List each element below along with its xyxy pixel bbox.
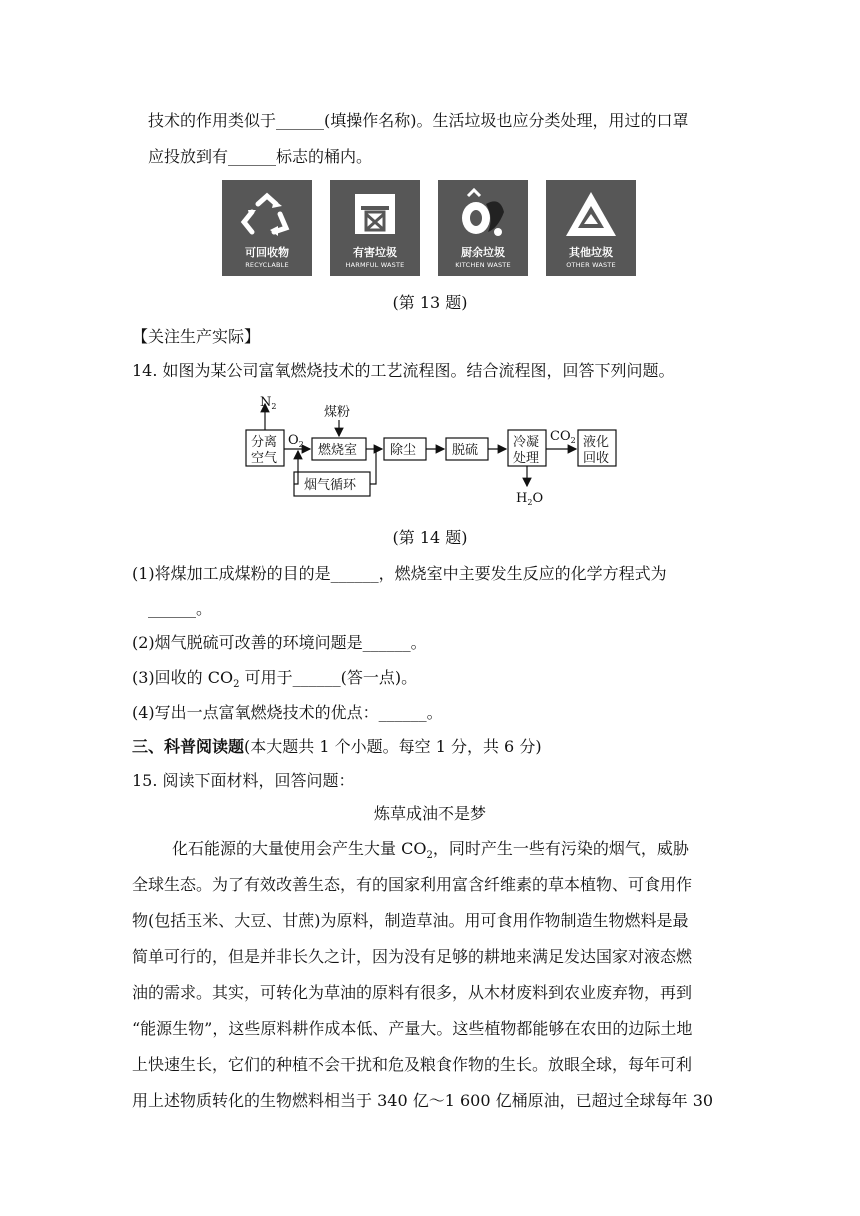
text-line: 技术的作用类似于______(填操作名称)。生活垃圾也应分类处理，用过的口罩	[148, 111, 689, 130]
label-h2o: $H_2O$	[516, 491, 544, 507]
bin-label-cn: 厨余垃圾	[461, 246, 505, 259]
section-3-heading: 三、科普阅读题(本大题共 1 个小题。每空 1 分，共 6 分)	[132, 737, 542, 756]
text-line: 应投放到有______标志的桶内。	[148, 147, 373, 166]
paragraph-line: 油的需求。其实，可转化为草油的原料有很多，从木材废料到农业废弃物，再到	[132, 983, 693, 1002]
paragraph-line: 化石能源的大量使用会产生大量 $CO_2$，同时产生一些有污染的烟气，威胁	[172, 839, 689, 862]
bin-label-en: KITCHEN WASTE	[455, 261, 511, 269]
combustion-label: 燃烧室	[318, 443, 358, 458]
bin-recyclable	[222, 180, 312, 276]
bin-other	[546, 180, 636, 276]
desulfur-label: 脱硫	[452, 443, 479, 458]
waste-bin-signs	[222, 180, 636, 276]
liquefy-line2: 回收	[583, 451, 610, 466]
question-14-4: (4)写出一点富氧燃烧技术的优点：______。	[132, 703, 443, 722]
bin-kitchen	[438, 180, 528, 276]
flue-cycle-label: 烟气循环	[304, 478, 357, 493]
label-coal-powder: 煤粉	[324, 405, 351, 420]
condense-line1: 冷凝	[513, 435, 540, 450]
paragraph-line: 简单可行的，但是并非长久之计，因为没有足够的耕地来满足发达国家对液态燃	[132, 947, 693, 966]
label-co2: $CO_2$	[550, 429, 576, 445]
other-icon	[546, 188, 636, 244]
bin-label-cn: 其他垃圾	[569, 246, 613, 259]
paragraph-line: 物(包括玉米、大豆、甘蔗)为原料，制造草油。用可食用作物制造生物燃料是最	[132, 911, 689, 930]
bin-label-en: HARMFUL WASTE	[345, 261, 405, 269]
recycle-icon	[222, 188, 312, 244]
question-15: 15. 阅读下面材料，回答问题：	[132, 771, 355, 790]
question-14-2: (2)烟气脱硫可改善的环境问题是______。	[132, 633, 427, 652]
paragraph-line: 用上述物质转化的生物燃料相当于 340 亿～1 600 亿桶原油，已超过全球每年 30	[132, 1091, 714, 1110]
paragraph-line: “能源生物”，这些原料耕作成本低、产量大。这些植物都能够在农田的边际土地	[132, 1019, 693, 1038]
harmful-icon	[330, 188, 420, 244]
condense-line2: 处理	[513, 451, 540, 466]
question-14-1: (1)将煤加工成煤粉的目的是______，燃烧室中主要发生反应的化学方程式为	[132, 564, 667, 583]
label-n2: $N_2$	[260, 395, 277, 411]
paragraph-line: 全球生态。为了有效改善生态，有的国家利用富含纤维素的草本植物、可食用作	[132, 875, 693, 894]
bin-label-en: OTHER WASTE	[566, 261, 616, 269]
article-title: 炼草成油不是梦	[373, 804, 486, 823]
label-o2: $O_2$	[288, 433, 304, 449]
figure-caption: (第 14 题)	[392, 528, 468, 547]
liquefy-line1: 液化	[583, 435, 610, 450]
separate-line2: 空气	[251, 451, 278, 466]
process-flowchart	[238, 392, 638, 510]
question-14-3: (3)回收的 $CO_2$ 可用于______(答一点)。	[132, 668, 418, 691]
separate-line1: 分离	[251, 435, 278, 450]
paragraph-line: 上快速生长，它们的种植不会干扰和危及粮食作物的生长。放眼全球，每年可利	[132, 1055, 693, 1074]
bin-label-cn: 有害垃圾	[353, 246, 397, 259]
section-heading: 【关注生产实际】	[132, 327, 261, 346]
question-14: 14. 如图为某公司富氧燃烧技术的工艺流程图。结合流程图，回答下列问题。	[132, 361, 675, 380]
figure-caption: (第 13 题)	[392, 293, 468, 312]
kitchen-icon	[438, 188, 528, 244]
question-14-1-cont: ______。	[148, 599, 213, 618]
bin-label-en: RECYCLABLE	[245, 261, 289, 269]
dust-label: 除尘	[390, 443, 417, 458]
bin-label-cn: 可回收物	[245, 246, 289, 259]
bin-harmful	[330, 180, 420, 276]
